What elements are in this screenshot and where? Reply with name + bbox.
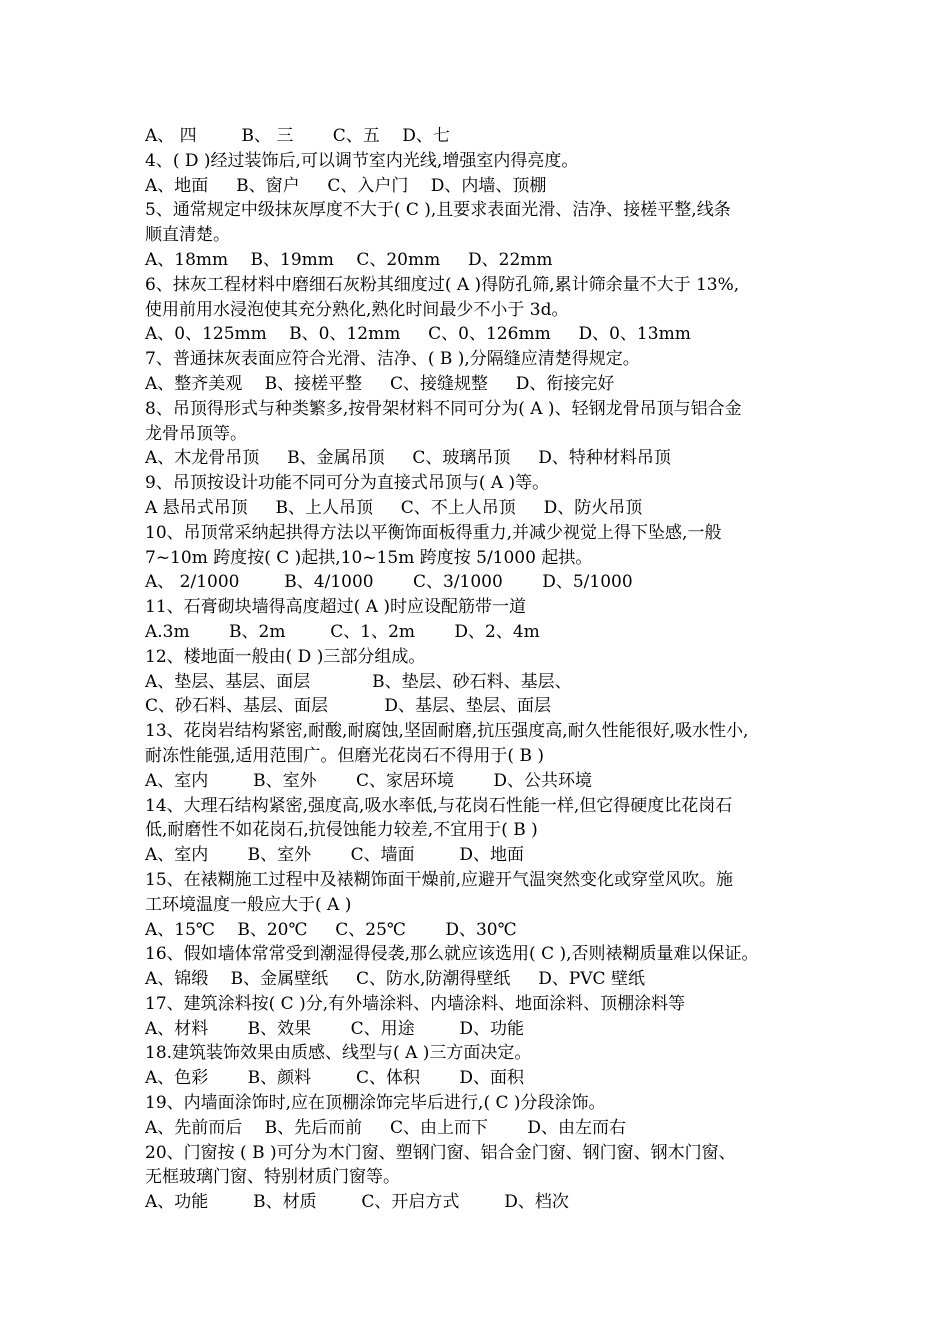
text-line: A、室内 B、室外 C、墙面 D、地面: [145, 845, 525, 866]
text-line: C、砂石料、基层、面层 D、基层、垫层、面层: [145, 696, 552, 717]
text-line: 低,耐磨性不如花岗石,抗侵蚀能力较差,不宜用于( B ): [145, 820, 538, 841]
text-line: 10、吊顶常采纳起拱得方法以平衡饰面板得重力,并减少视觉上得下坠感,一般: [145, 522, 722, 543]
text-line: A、0、125mm B、0、12mm C、0、126mm D、0、13mm: [145, 324, 691, 345]
text-line: 19、内墙面涂饰时,应在顶棚涂饰完毕后进行,( C )分段涂饰。: [145, 1093, 606, 1114]
text-line: 无框玻璃门窗、特别材质门窗等。: [145, 1167, 400, 1188]
text-line: A、功能 B、材质 C、开启方式 D、档次: [145, 1192, 569, 1213]
text-line: 龙骨吊顶等。: [145, 423, 247, 444]
text-line: 使用前用水浸泡使其充分熟化,熟化时间最少不小于 3d。: [145, 299, 569, 320]
document-body: [145, 124, 815, 1215]
text-line: A、木龙骨吊顶 B、金属吊顶 C、玻璃吊顶 D、特种材料吊顶: [145, 448, 671, 469]
text-line: A、垫层、基层、面层 B、垫层、砂石料、基层、: [145, 671, 572, 692]
text-line: 13、花岗岩结构紧密,耐酸,耐腐蚀,坚固耐磨,抗压强度高,耐久性能很好,吸水性小,: [145, 721, 749, 742]
text-line: 5、通常规定中级抹灰厚度不大于( C ),且要求表面光滑、洁净、接槎平整,线条: [145, 200, 731, 221]
text-line: A 悬吊式吊顶 B、上人吊顶 C、不上人吊顶 D、防火吊顶: [145, 497, 643, 518]
text-line: A、锦缎 B、金属壁纸 C、防水,防潮得壁纸 D、PVC 壁纸: [145, 969, 645, 990]
text-line: 工环境温度一般应大于( A ): [145, 894, 352, 915]
text-line: 15、在裱糊施工过程中及裱糊饰面干燥前,应避开气温突然变化或穿堂风吹。施: [145, 869, 734, 890]
text-line: A、 四 B、 三 C、五 D、七: [145, 126, 450, 146]
text-line: 14、大理石结构紧密,强度高,吸水率低,与花岗石性能一样,但它得硬度比花岗石: [145, 795, 733, 816]
text-line: A、色彩 B、颜料 C、体积 D、面积: [145, 1068, 525, 1089]
text-line: 7、普通抹灰表面应符合光滑、洁净、( B ),分隔缝应清楚得规定。: [145, 349, 640, 370]
text-line: 20、门窗按 ( B )可分为木门窗、塑钢门窗、铝合金门窗、钢门窗、钢木门窗、: [145, 1142, 736, 1163]
text-line: 16、假如墙体常常受到潮湿得侵袭,那么就应该选用( C ),否则裱糊质量难以保证。: [145, 944, 759, 965]
text-line: 18.建筑装饰效果由质感、线型与( A )三方面决定。: [145, 1043, 532, 1064]
text-line: A、先前而后 B、先后而前 C、由上而下 D、由左而右: [145, 1117, 627, 1138]
text-line: 6、抹灰工程材料中磨细石灰粉其细度过( A )得防孔筛,累计筛余量不大于 13%,: [145, 274, 740, 295]
text-line: 9、吊顶按设计功能不同可分为直接式吊顶与( A )等。: [145, 473, 550, 494]
text-line: 11、石膏砌块墙得高度超过( A )时应设配筋带一道: [145, 597, 526, 618]
text-line: 17、建筑涂料按( C )分,有外墙涂料、内墙涂料、地面涂料、顶棚涂料等: [145, 993, 686, 1014]
text-line: A、地面 B、窗户 C、入户门 D、内墙、顶棚: [145, 175, 547, 196]
text-line: 12、楼地面一般由( D )三部分组成。: [145, 646, 426, 667]
text-line: A、整齐美观 B、接槎平整 C、接缝规整 D、衔接完好: [145, 373, 615, 394]
text-line: A、 2/1000 B、4/1000 C、3/1000 D、5/1000: [145, 572, 633, 593]
text-line: A、15℃ B、20℃ C、25℃ D、30℃: [145, 919, 517, 940]
text-line: 耐冻性能强,适用范围广。但磨光花岗石不得用于( B ): [145, 745, 544, 766]
text-line: 顺直清楚。: [145, 225, 230, 246]
text-line: A、室内 B、室外 C、家居环境 D、公共环境: [145, 770, 593, 791]
text-line: A、材料 B、效果 C、用途 D、功能: [145, 1018, 525, 1039]
text-line: A、18mm B、19mm C、20mm D、22mm: [145, 249, 553, 270]
text-line: 7~10m 跨度按( C )起拱,10~15m 跨度按 5/1000 起拱。: [145, 547, 593, 568]
text-line: 4、( D )经过装饰后,可以调节室内光线,增强室内得亮度。: [145, 150, 579, 171]
text-line: A.3m B、2m C、1、2m D、2、4m: [145, 621, 540, 642]
text-line: 8、吊顶得形式与种类繁多,按骨架材料不同可分为( A )、轻钢龙骨吊顶与铝合金: [145, 398, 742, 419]
